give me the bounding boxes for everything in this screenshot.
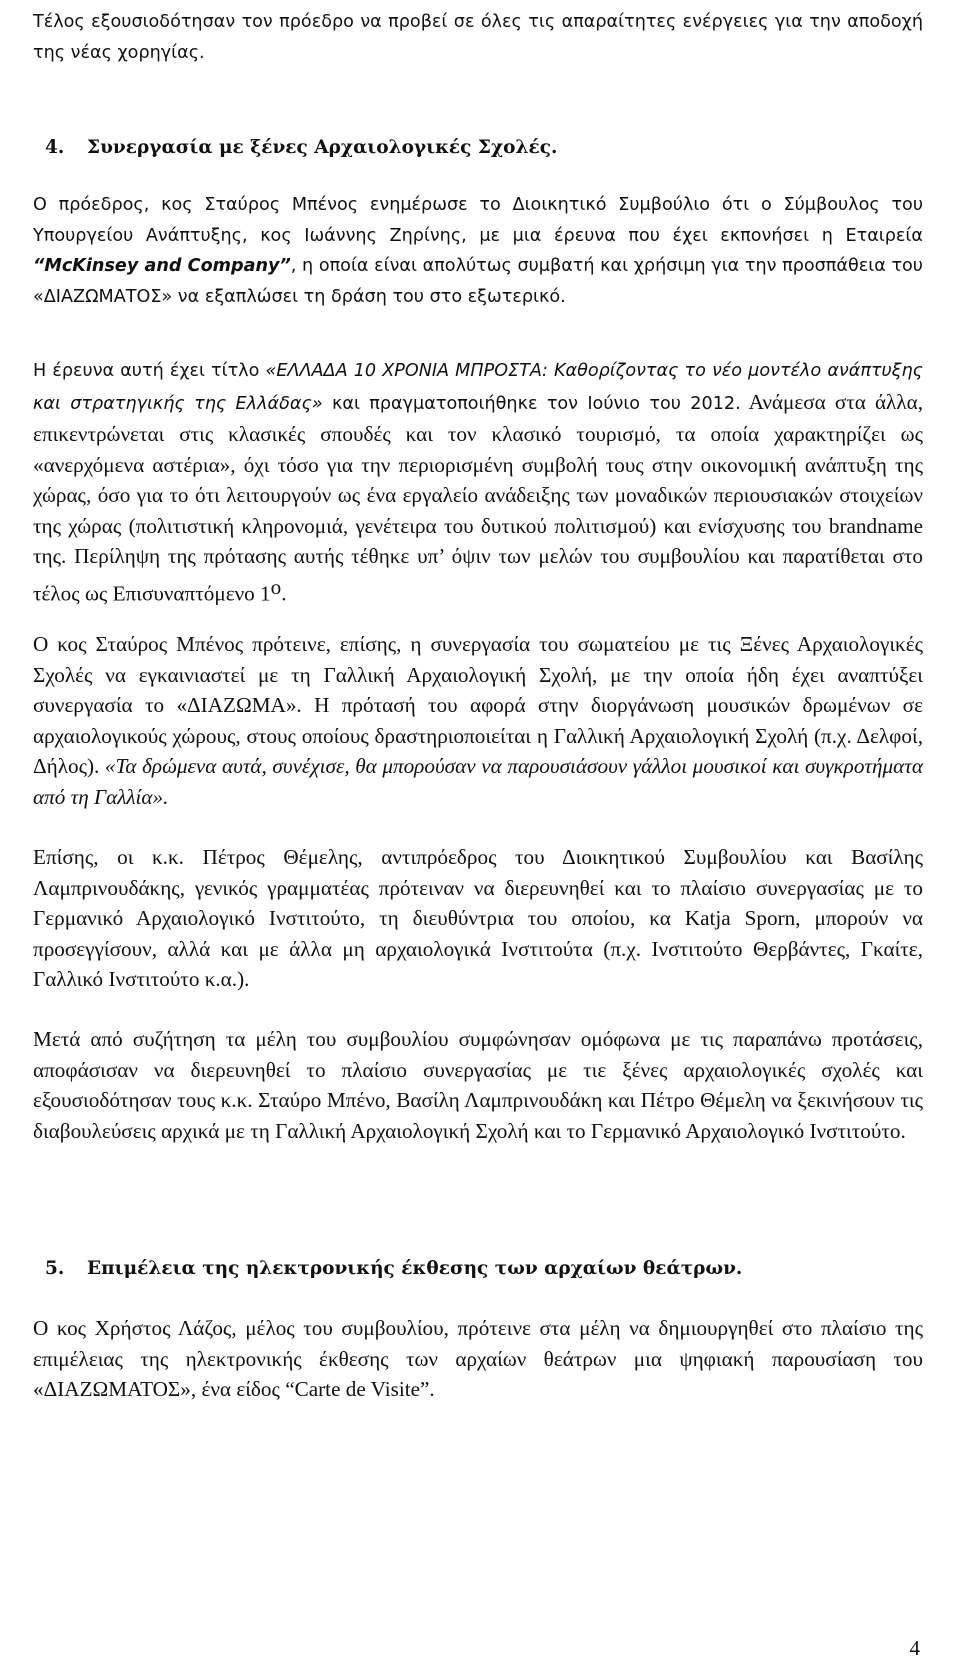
paragraph-5 [33,1024,923,1146]
p1-company: “McKinsey and Company” [33,256,291,276]
p3-text-a: Ο κος Σταύρος Μπένος πρότεινε, επίσης, η συνεργασία του σωματείου με τις Ξένες Αρχαιολογικές Σχολές να εγκαινιαστεί με τη Γαλλική Αρχαιολογική Σχολή, με την οποία ήδη έχει αναπτύξει συνεργασία το «ΔΙΑΖΩΜΑ». Η πρότασή του αφορά στην διοργάνωση μουσικών δρωμένων σε αρχαιολογικούς χώρους, στους οποίους δραστηριοποιείται η Γαλλική Αρχαιολογική Σχολή (π.χ. Δελφοί, Δήλος). [33,632,923,778]
paragraph-1 [33,190,923,312]
p2-text-c: Ανάμεσα στα άλλα, επικεντρώνεται στις κλασικές σπουδές και τον κλασικό τουρισμό, τα οποία χαρακτηρίζει ως «ανερχόμενα αστέρια», όχι τόσο για την περιορισμένη συμβολή τους στην οικονομική ανάπτυξη της χώρας, όσο για το ότι λειτουργούν ως ένα εργαλείο ανάδειξης των μοναδικών περιουσιακών στοιχείων της χώρας (πολιτιστική κληρονομιά, γενέτειρα του δυτικού πολιτισμού) και ενίσχυσης του brandname της. Περίληψη της πρότασης αυτής τέθηκε υπ’ όψιν των μελών του συμβουλίου και παρατίθεται στο τέλος ως Επισυναπτόμενο 1 [33,389,923,605]
p3-quote: «Τα δρώμενα αυτά, συνέχισε, θα μπορούσαν να παρουσιάσουν γάλλοι μουσικοί και συγκροτήματα από τη Γαλλία». [33,754,923,809]
paragraph-3 [33,629,923,812]
p2-sup: ο [270,574,282,599]
p4-text: Επίσης, οι κ.κ. Πέτρος Θέμελης, αντιπρόεδρος του Διοικητικού Συμβουλίου και Βασίλης Λαμπρινουδάκης, γενικός γραμματέας πρότειναν να διερευνηθεί και το πλαίσιο συνεργασίας με το Γερμανικό Αρχαιολογικό Ινστιτούτο, τη διευθύντρια του οποίου, κα Katja Sporn, μπορούν να προσεγγίσουν, αλλά και με άλλα μη αρχαιολογικά Ινστιτούτα (π.χ. Ινστιτούτο Θερβάντες, Γκαίτε, Γαλλικό Ινστιτούτο κ.α.). [33,845,923,991]
intro-text: Τέλος εξουσιοδότησαν τον πρόεδρο να προβεί σε όλες τις απαραίτητες ενέργειες για την αποδοχή της νέας χορηγίας. [33,12,923,63]
paragraph-2 [33,356,923,608]
paragraph-6 [33,1313,923,1405]
p1-text-a: Ο πρόεδρος, κος Σταύρος Μπένος ενημέρωσε το Διοικητικό Συμβούλιο ότι ο Σύμβουλος του Υπουργείου Ανάπτυξης, κος Ιωάννης Ζηρίνης, με μια έρευνα που έχει εκπονήσει η Εταιρεία [33,195,923,246]
intro-paragraph [33,7,923,68]
p6-text: Ο κος Χρήστος Λάζος, μέλος του συμβουλίου, πρότεινε στα μέλη να δημιουργηθεί στο πλαίσιο της επιμέλειας της ηλεκτρονικής έκθεσης των αρχαίων θεάτρων μια ψηφιακή παρουσίαση του «ΔΙΑΖΩΜΑΤΟΣ», ένα είδος “Carte de Visite”. [33,1316,923,1401]
p2-text-b: και πραγματοποιήθηκε τον Ιούνιο του 2012. [322,393,741,414]
section-4-title: Συνεργασία με ξένες Αρχαιολογικές Σχολές. [87,137,558,158]
page-number: 4 [909,1636,920,1660]
p2-title: «ΕΛΛΑΔΑ 10 ΧΡΟΝΙΑ ΜΠΡΟΣΤΑ: Καθορίζοντας το νέο μοντέλο ανάπτυξης και στρατηγικής της Ελλάδας» [33,361,923,414]
section-5-title: Επιμέλεια της ηλεκτρονικής έκθεσης των αρχαίων θεάτρων. [87,1258,743,1279]
section-5-heading [45,1255,742,1283]
paragraph-4 [33,842,923,995]
p2-end: . [281,580,287,605]
section-5-number: 5. [45,1258,65,1279]
p1-text-b: , η οποία είναι απολύτως συμβατή και χρήσιμη για την προσπάθεια του «ΔΙΑΖΩΜΑΤΟΣ» να εξαπλώσει τη δράση του στο εξωτερικό. [33,256,923,307]
section-4-number: 4. [45,137,65,158]
section-4-heading [45,134,557,162]
p5-text: Μετά από συζήτηση τα μέλη του συμβουλίου συμφώνησαν ομόφωνα με τις παραπάνω προτάσεις, αποφάσισαν να διερευνηθεί το πλαίσιο συνεργασίας με τιε ξένες αρχαιολογικές σχολές και εξουσιοδότησαν τους κ.κ. Σταύρο Μπένο, Βασίλη Λαμπρινουδάκη και Πέτρο Θέμελη να ξεκινήσουν τις διαβουλεύσεις αρχικά με τη Γαλλική Αρχαιολογική Σχολή και το Γερμανικό Αρχαιολογικό Ινστιτούτο. [33,1027,923,1143]
p2-text-a: Η έρευνα αυτή έχει τίτλο [33,361,266,381]
